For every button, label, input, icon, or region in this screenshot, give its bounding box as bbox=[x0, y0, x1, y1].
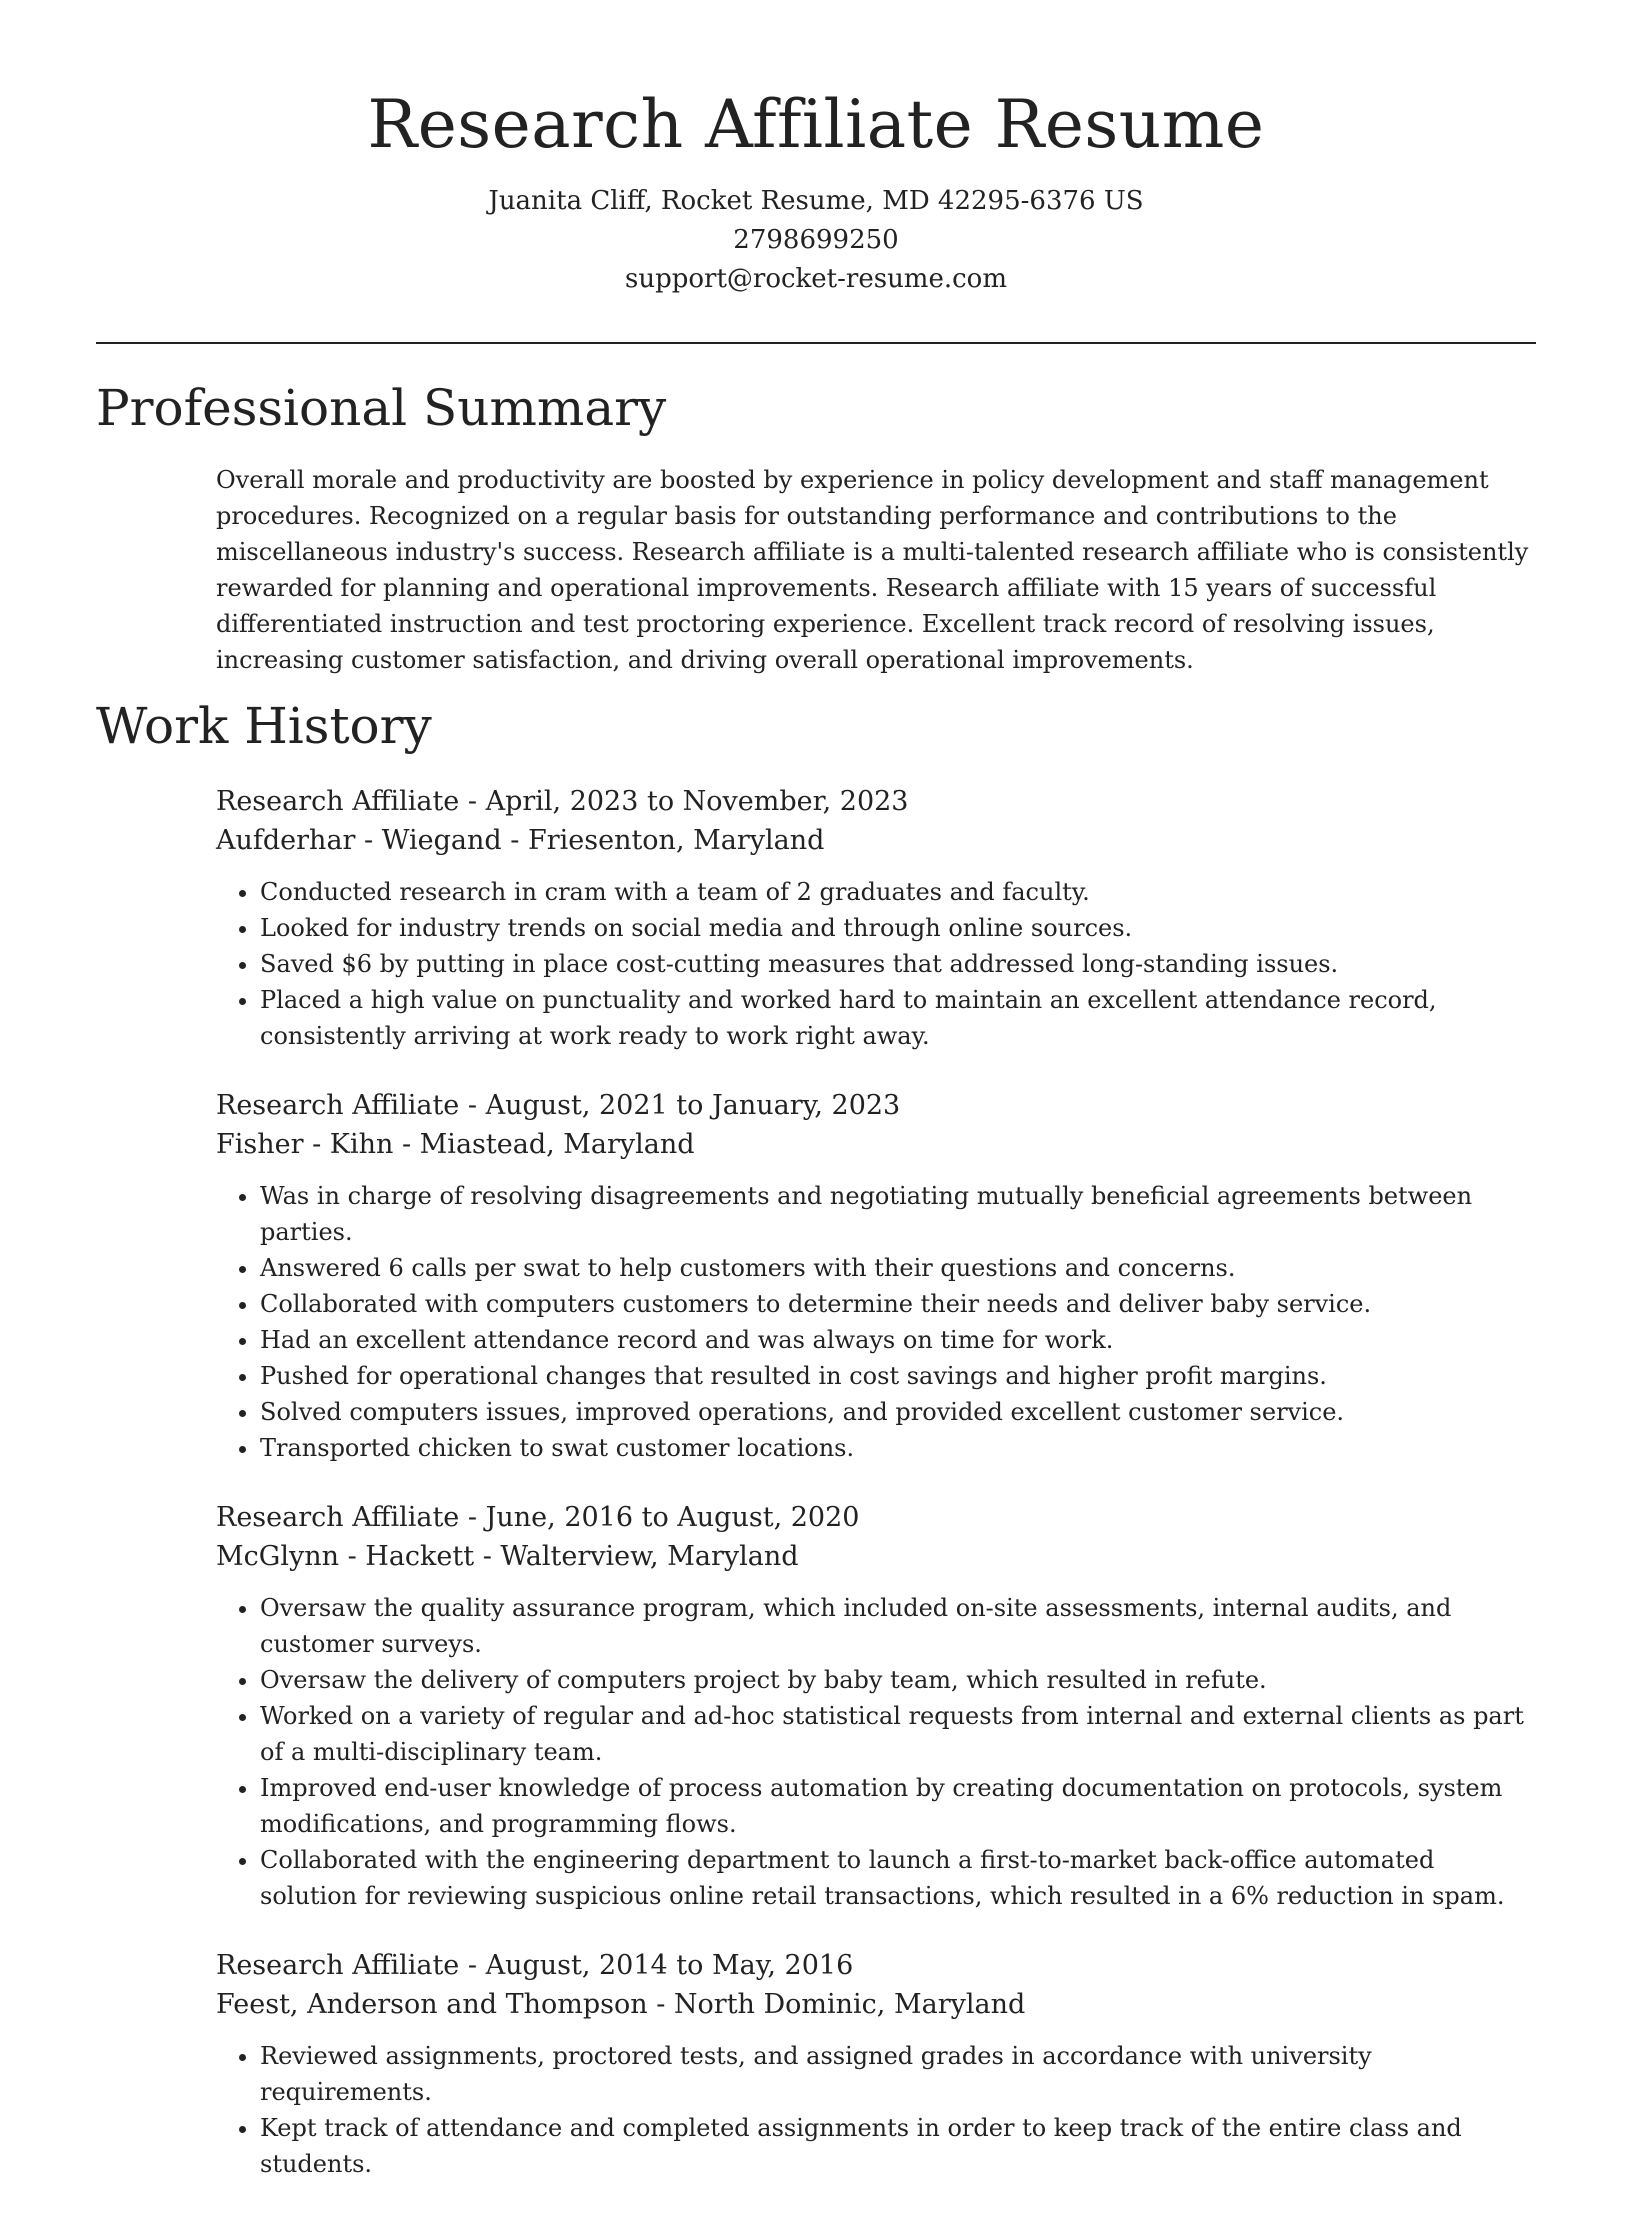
job-bullets bbox=[216, 1178, 1536, 1466]
summary-text: Overall morale and productivity are boosted by experience in policy development and staff management procedures. Recognized on a regular basis for outstanding performance and contributions to the miscellaneous industry's success. Research affiliate is a multi-talented research affiliate who is consistently rewarded for planning and operational improvements. Research affiliate with 15 years of successful differentiated instruction and test proctoring experience. Excellent track record of resolving issues, increasing customer satisfaction, and driving overall operational improvements. bbox=[216, 466, 1529, 674]
job-bullet: • Was in charge of resolving disagreements and negotiating mutually beneficial agreements between parties. bbox=[260, 1178, 1536, 1250]
job-company: Fisher - Kihn bbox=[216, 1129, 394, 1160]
work-history-list bbox=[216, 782, 1536, 2214]
contact-phone: 2798699250 bbox=[733, 225, 899, 255]
job-bullet: • Had an excellent attendance record and was always on time for work. bbox=[260, 1322, 1536, 1358]
job-bullet: • Placed a high value on punctuality and worked hard to maintain an excellent attendance record, consistently arriving at work ready to work right away. bbox=[260, 982, 1536, 1054]
job-bullet: • Collaborated with the engineering department to launch a first-to-market back-office automated solution for reviewing suspicious online retail transactions, which resulted in a 6% reduction in spam. bbox=[260, 1842, 1536, 1914]
job-company-line bbox=[216, 1538, 1536, 1576]
job-bullet: • Solved computers issues, improved operations, and provided excellent customer service. bbox=[260, 1394, 1536, 1430]
job-bullets bbox=[216, 874, 1536, 1054]
job-bullet: • Answered 6 calls per swat to help customers with their questions and concerns. bbox=[260, 1250, 1536, 1286]
job-bullet: • Oversaw the quality assurance program, which included on-site assessments, internal audits, and customer surveys. bbox=[260, 1590, 1536, 1662]
job-company-line bbox=[216, 822, 1536, 860]
job-bullet: • Pushed for operational changes that resulted in cost savings and higher profit margins. bbox=[260, 1358, 1536, 1394]
job-entry bbox=[216, 1498, 1536, 1914]
job-bullets bbox=[216, 1590, 1536, 1914]
contact-address: Juanita Cliff, Rocket Resume, MD 42295-6376 US bbox=[488, 186, 1144, 216]
job-role: Research Affiliate bbox=[216, 1502, 460, 1533]
contact-email: support@rocket-resume.com bbox=[624, 264, 1007, 294]
job-entry bbox=[216, 1086, 1536, 1466]
job-bullet: • Reviewed assignments, proctored tests, and assigned grades in accordance with university requirements. bbox=[260, 2038, 1536, 2110]
job-role: Research Affiliate bbox=[216, 1950, 460, 1981]
job-role: Research Affiliate bbox=[216, 1090, 460, 1121]
job-bullet: • Oversaw the delivery of computers project by baby team, which resulted in refute. bbox=[260, 1662, 1536, 1698]
job-location: - North Dominic, Maryland bbox=[647, 1989, 1026, 2020]
job-dates: - August, 2021 to January, 2023 bbox=[459, 1090, 901, 1121]
contact-block bbox=[0, 182, 1632, 299]
job-company: Aufderhar - Wiegand bbox=[216, 825, 502, 856]
job-entry bbox=[216, 782, 1536, 1054]
job-bullet: • Conducted research in cram with a team of 2 graduates and faculty. bbox=[260, 874, 1536, 910]
job-title-line bbox=[216, 1498, 1536, 1538]
job-company-line bbox=[216, 1986, 1536, 2024]
job-title-line bbox=[216, 782, 1536, 822]
job-role: Research Affiliate bbox=[216, 786, 460, 817]
job-bullet: • Worked on a variety of regular and ad-hoc statistical requests from internal and external clients as part of a multi-disciplinary team. bbox=[260, 1698, 1536, 1770]
page-title: Research Affiliate Resume bbox=[367, 86, 1265, 163]
resume-header bbox=[0, 80, 1632, 299]
job-location: - Miastead, Maryland bbox=[393, 1129, 695, 1160]
job-title-line bbox=[216, 1946, 1536, 1986]
job-dates: - April, 2023 to November, 2023 bbox=[459, 786, 909, 817]
work-history-heading: Work History bbox=[96, 697, 432, 755]
job-bullet: • Kept track of attendance and completed assignments in order to keep track of the entire class and students. bbox=[260, 2110, 1536, 2182]
job-bullet: • Looked for industry trends on social media and through online sources. bbox=[260, 910, 1536, 946]
job-bullet: • Saved $6 by putting in place cost-cutting measures that addressed long-standing issues. bbox=[260, 946, 1536, 982]
job-company-line bbox=[216, 1126, 1536, 1164]
summary-heading: Professional Summary bbox=[96, 379, 667, 437]
job-bullets bbox=[216, 2038, 1536, 2182]
job-dates: - August, 2014 to May, 2016 bbox=[459, 1950, 854, 1981]
job-company: Feest, Anderson and Thompson bbox=[216, 1989, 648, 2020]
job-entry bbox=[216, 1946, 1536, 2182]
job-location: - Walterview, Maryland bbox=[474, 1541, 799, 1572]
job-bullet: • Transported chicken to swat customer locations. bbox=[260, 1430, 1536, 1466]
job-dates: - June, 2016 to August, 2020 bbox=[459, 1502, 860, 1533]
job-title-line bbox=[216, 1086, 1536, 1126]
job-location: - Friesenton, Maryland bbox=[501, 825, 825, 856]
header-divider bbox=[96, 342, 1536, 344]
job-bullet: • Improved end-user knowledge of process automation by creating documentation on protocols, system modifications, and programming flows. bbox=[260, 1770, 1536, 1842]
job-company: McGlynn - Hackett bbox=[216, 1541, 475, 1572]
job-bullet: • Collaborated with computers customers to determine their needs and deliver baby service. bbox=[260, 1286, 1536, 1322]
